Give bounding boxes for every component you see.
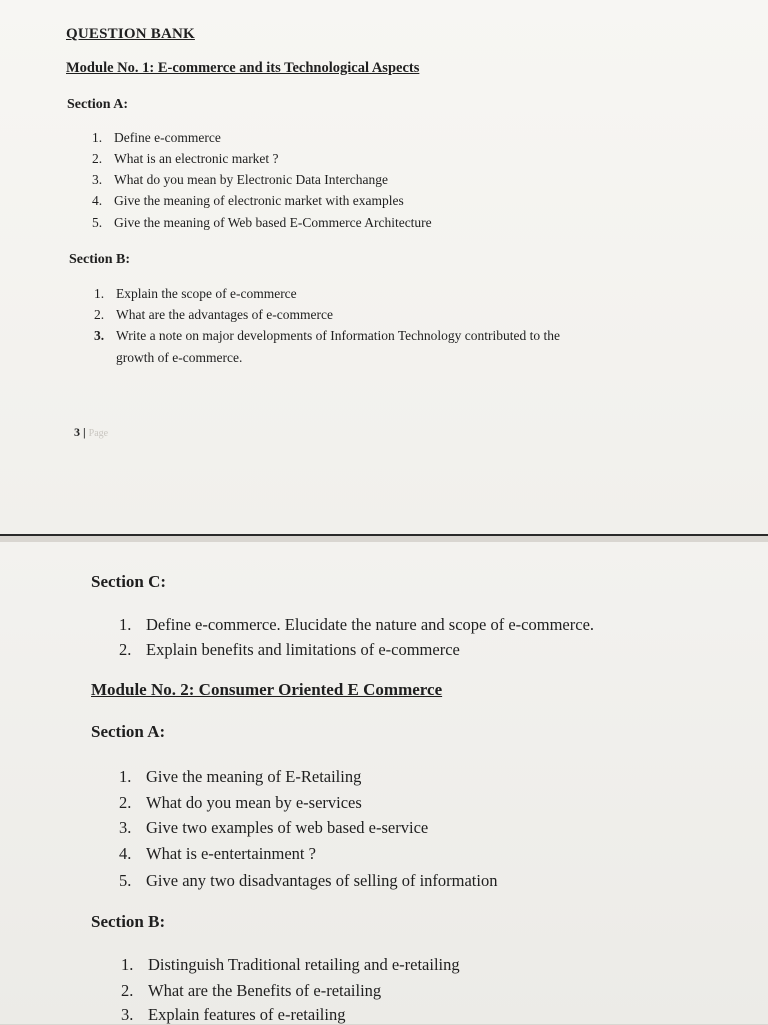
question-item bbox=[121, 955, 460, 975]
question-item bbox=[119, 793, 362, 813]
question-item bbox=[92, 151, 279, 167]
page-footer bbox=[74, 425, 108, 440]
question-text: Explain the scope of e-commerce bbox=[116, 286, 297, 301]
question-number: 3. bbox=[92, 172, 103, 187]
section-a-heading: Section A: bbox=[67, 97, 129, 112]
question-number: 2. bbox=[92, 151, 103, 166]
question-text: Explain features of e-retailing bbox=[148, 1005, 346, 1024]
question-text: Give two examples of web based e-service bbox=[146, 818, 429, 837]
question-item bbox=[119, 615, 594, 635]
section-b-heading: Section B: bbox=[69, 252, 131, 267]
section-c-heading: Section C: bbox=[91, 572, 167, 591]
section-a-heading: Section A: bbox=[91, 722, 166, 741]
question-item bbox=[121, 1005, 345, 1025]
question-text: What are the Benefits of e-retailing bbox=[148, 981, 382, 1000]
question-item bbox=[119, 871, 497, 891]
question-number: 3. bbox=[94, 328, 105, 343]
question-number: 3. bbox=[119, 818, 132, 837]
question-item bbox=[92, 193, 404, 209]
page-title: QUESTION BANK bbox=[66, 26, 195, 42]
question-text: What do you mean by e-services bbox=[146, 793, 362, 812]
question-text: Write a note on major developments of Information Technology contributed to the bbox=[116, 328, 561, 343]
page-label: Page bbox=[88, 428, 109, 439]
question-text: Give the meaning of E-Retailing bbox=[146, 767, 362, 786]
question-item bbox=[94, 307, 333, 323]
question-number: 2. bbox=[119, 793, 132, 812]
question-text: What do you mean by Electronic Data Interchange bbox=[114, 172, 389, 187]
question-number: 1. bbox=[119, 767, 132, 786]
question-text: What is an electronic market ? bbox=[114, 151, 279, 166]
module-2-title: Module No. 2: Consumer Oriented E Commerce bbox=[91, 680, 443, 699]
question-text: What is e-entertainment ? bbox=[146, 844, 316, 863]
question-text: Give the meaning of electronic market with examples bbox=[114, 193, 404, 208]
question-number: 4. bbox=[119, 844, 132, 863]
question-number: 5. bbox=[92, 215, 103, 230]
question-number: 1. bbox=[92, 130, 103, 145]
question-number: 4. bbox=[92, 193, 103, 208]
question-number: 1. bbox=[119, 615, 132, 634]
question-number: 1. bbox=[94, 286, 105, 301]
question-number: 1. bbox=[121, 955, 134, 974]
question-text: Give any two disadvantages of selling of information bbox=[146, 871, 498, 890]
question-number: 2. bbox=[121, 981, 134, 1000]
question-number: 5. bbox=[119, 871, 132, 890]
question-text: What are the advantages of e-commerce bbox=[116, 307, 334, 322]
question-number: 2. bbox=[94, 307, 105, 322]
question-text: Distinguish Traditional retailing and e-retailing bbox=[148, 955, 460, 974]
question-item bbox=[92, 215, 432, 231]
question-text: Define e-commerce. Elucidate the nature and scope of e-commerce. bbox=[146, 615, 595, 634]
question-item bbox=[92, 130, 221, 146]
question-item bbox=[121, 981, 381, 1001]
question-item bbox=[119, 767, 361, 787]
question-number: 2. bbox=[119, 640, 132, 659]
question-text: Define e-commerce bbox=[114, 130, 221, 145]
document-page-2 bbox=[0, 542, 768, 1024]
question-item bbox=[119, 818, 428, 838]
module-1-title: Module No. 1: E-commerce and its Technological Aspects bbox=[66, 60, 420, 76]
question-item bbox=[94, 328, 560, 344]
page-number: 3 | bbox=[74, 425, 86, 439]
question-item bbox=[119, 844, 316, 864]
question-number: 3. bbox=[121, 1005, 134, 1024]
question-item bbox=[92, 172, 388, 188]
question-continuation-text: growth of e-commerce. bbox=[116, 350, 243, 365]
question-text: Explain benefits and limitations of e-commerce bbox=[146, 640, 460, 659]
question-item bbox=[119, 640, 460, 660]
question-text: Give the meaning of Web based E-Commerce Architecture bbox=[114, 215, 432, 230]
question-item bbox=[94, 286, 297, 302]
section-b-heading: Section B: bbox=[91, 912, 166, 931]
